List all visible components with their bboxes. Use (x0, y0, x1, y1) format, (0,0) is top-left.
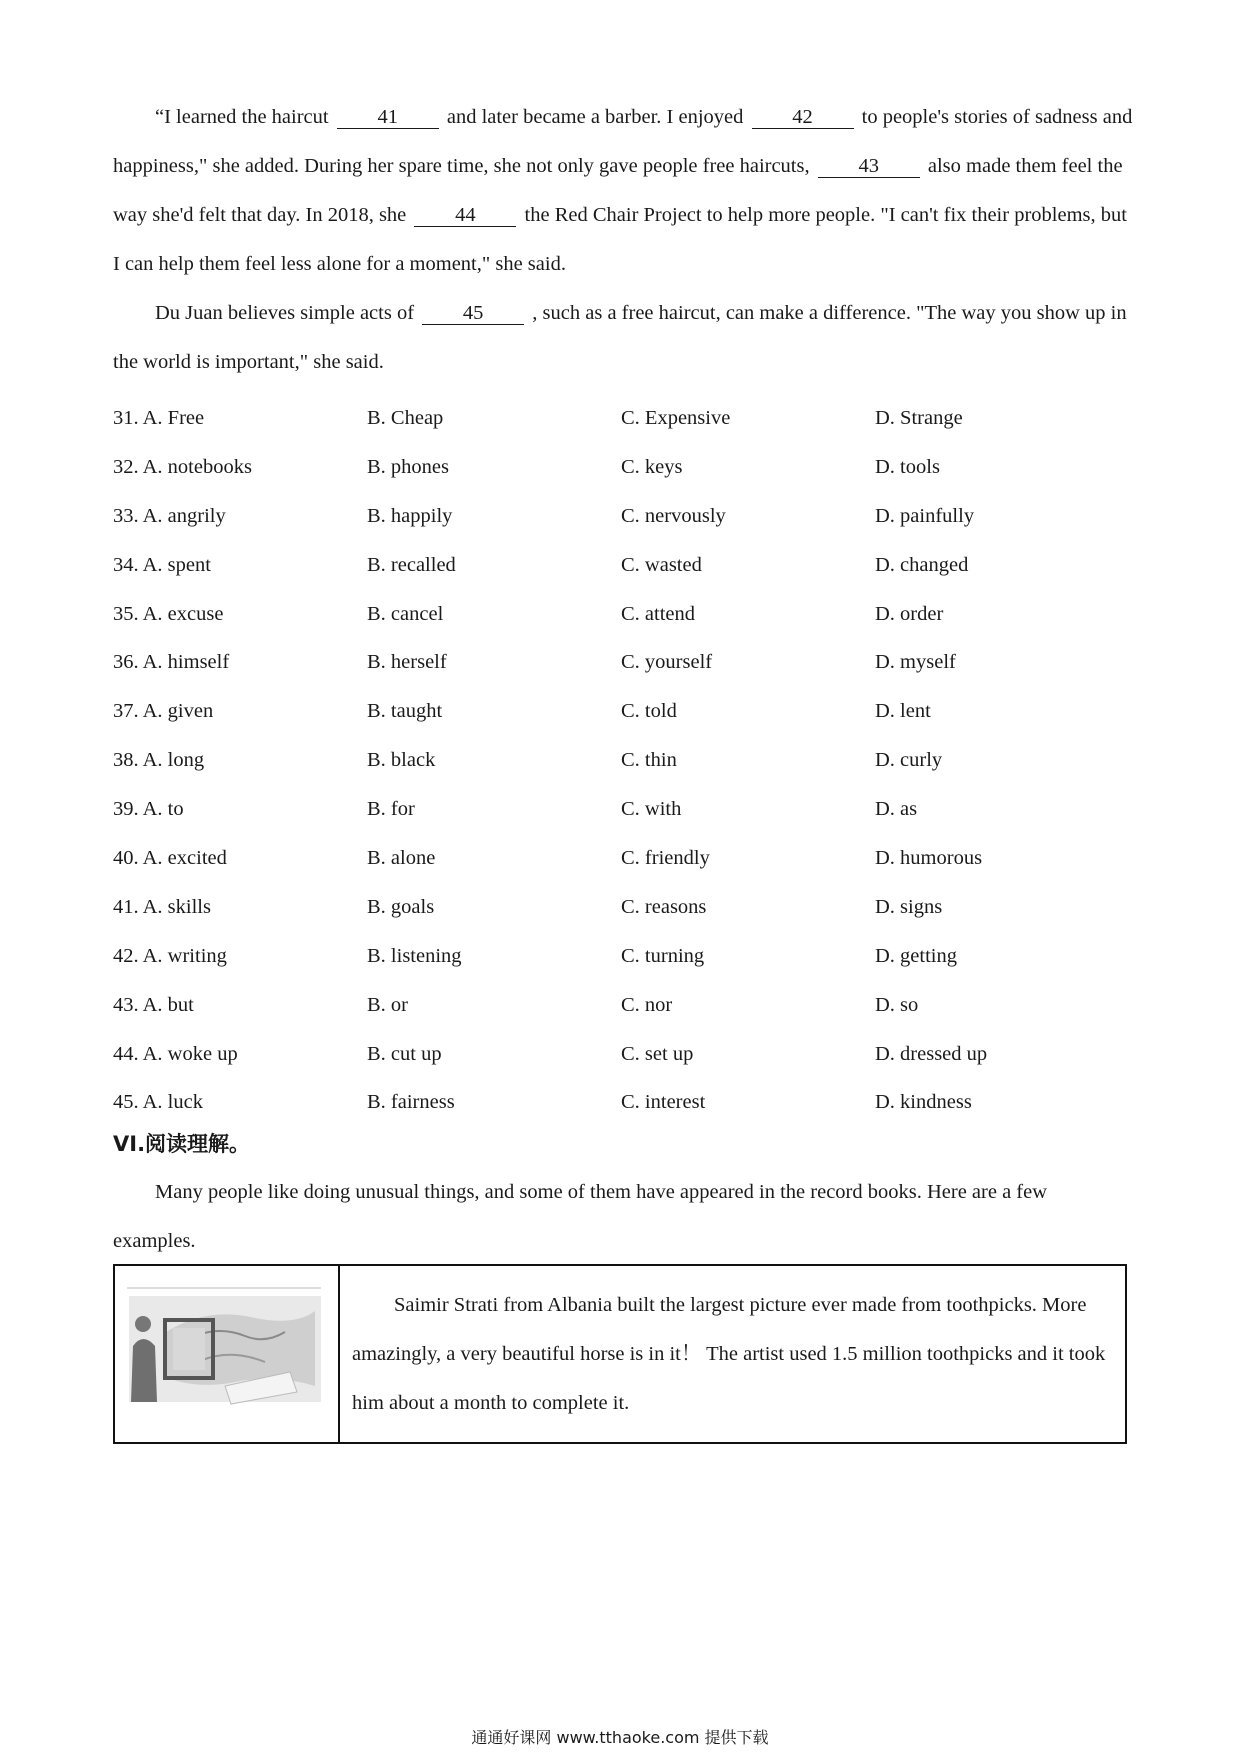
option-choice: C. reasons (621, 895, 707, 918)
option-choice: B. listening (367, 944, 462, 967)
option-choice: B. Cheap (367, 407, 444, 429)
option-choice: 39. A. to (113, 798, 184, 821)
option-row (113, 834, 1133, 883)
answer-options (113, 394, 1133, 1127)
option-row (113, 541, 1133, 590)
option-choice: D. humorous (875, 847, 983, 870)
option-choice: C. friendly (621, 847, 710, 870)
option-choice: C. nor (621, 993, 673, 1016)
passage-paragraph-1: “I learned the haircut 41 and later became a barber. I enjoyed 42 to people's stories of sadness and happiness," she added. During her spare time, she not only gave people free haircuts, 43 also made them feel the way she'd felt that day. In 2018, she 44 the Red Chair Project to help more people. "I can't fix their problems, but I can help them feel less alone for a moment," she said. (113, 106, 1133, 275)
option-choice: D. curly (875, 749, 943, 772)
record-text: Saimir Strati from Albania built the largest picture ever made from toothpicks. More amazingly, a very beautiful horse is in it！ The artist used 1.5 million toothpicks and it took him about a month to complete it. (352, 1294, 1106, 1414)
option-choice: B. herself (367, 651, 447, 674)
blank-44: 44 (414, 204, 516, 227)
option-choice: C. Expensive (621, 407, 731, 429)
option-choice: 32. A. notebooks (113, 455, 252, 478)
option-choice: D. lent (875, 700, 931, 723)
footer-watermark: 通通好课网 www.tthaoke.com 提供下载 (471, 1728, 769, 1747)
option-choice: B. cut up (367, 1042, 442, 1065)
option-choice: B. alone (367, 847, 436, 870)
option-row (113, 1078, 1133, 1127)
option-choice: C. turning (621, 944, 705, 967)
option-choice: D. getting (875, 944, 957, 967)
blank-42: 42 (752, 106, 854, 129)
option-choice: B. happily (367, 504, 453, 527)
option-choice: C. wasted (621, 553, 702, 576)
section-title: VI.阅读理解。 (113, 1132, 251, 1156)
option-row (113, 1030, 1133, 1079)
option-choice: D. tools (875, 455, 940, 478)
option-choice: C. yourself (621, 651, 713, 674)
option-choice: D. dressed up (875, 1042, 988, 1065)
option-row (113, 492, 1133, 541)
option-row (113, 981, 1133, 1030)
option-row (113, 638, 1133, 687)
option-choice: D. painfully (875, 504, 975, 527)
option-choice: C. told (621, 700, 677, 723)
blank-45: 45 (422, 302, 524, 325)
record-image-cell (115, 1266, 340, 1442)
option-row (113, 687, 1133, 736)
option-choice: 38. A. long (113, 749, 205, 772)
option-choice: B. for (367, 798, 415, 821)
option-choice: 44. A. woke up (113, 1042, 238, 1065)
option-choice: B. recalled (367, 553, 456, 576)
option-choice: 31. A. Free (113, 407, 205, 429)
option-choice: 36. A. himself (113, 651, 230, 674)
option-row (113, 785, 1133, 834)
option-choice: D. so (875, 993, 919, 1016)
option-choice: C. interest (621, 1091, 706, 1114)
option-choice: D. Strange (875, 407, 963, 429)
option-row (113, 443, 1133, 492)
option-choice: 33. A. angrily (113, 504, 226, 527)
option-choice: C. attend (621, 602, 696, 625)
toothpick-picture-image (115, 1266, 335, 1441)
option-choice: D. signs (875, 895, 943, 918)
record-box (113, 1264, 1127, 1444)
option-row (113, 883, 1133, 932)
option-choice: 35. A. excuse (113, 602, 224, 625)
option-choice: B. fairness (367, 1091, 455, 1114)
option-choice: 45. A. luck (113, 1091, 203, 1114)
option-choice: B. cancel (367, 602, 444, 625)
option-choice: C. nervously (621, 504, 726, 527)
option-choice: 43. A. but (113, 993, 194, 1016)
option-row (113, 932, 1133, 981)
blank-43: 43 (818, 155, 920, 178)
option-choice: B. black (367, 749, 436, 772)
option-choice: C. thin (621, 749, 677, 772)
option-choice: B. taught (367, 700, 443, 723)
option-choice: B. phones (367, 455, 449, 478)
option-choice: 42. A. writing (113, 944, 227, 967)
option-choice: D. myself (875, 651, 956, 674)
option-choice: 40. A. excited (113, 847, 227, 870)
option-row (113, 736, 1133, 785)
blank-41: 41 (337, 106, 439, 129)
passage-paragraph-2: Du Juan believes simple acts of 45 , such as a free haircut, can make a difference. "The way you show up in the world is important," she said. (113, 302, 1127, 373)
option-choice: D. kindness (875, 1091, 972, 1114)
option-choice: D. changed (875, 553, 969, 576)
option-row (113, 394, 1133, 443)
option-choice: B. or (367, 993, 408, 1016)
option-row (113, 590, 1133, 639)
option-choice: B. goals (367, 895, 435, 918)
option-choice: C. set up (621, 1042, 694, 1065)
option-choice: C. keys (621, 455, 683, 478)
option-choice: D. as (875, 798, 918, 821)
section-intro: Many people like doing unusual things, and some of them have appeared in the record books. Here are a few examples. (113, 1181, 1048, 1252)
option-choice: 37. A. given (113, 700, 214, 723)
option-choice: D. order (875, 602, 944, 625)
option-choice: 41. A. skills (113, 895, 211, 918)
option-choice: 34. A. spent (113, 553, 211, 576)
option-choice: C. with (621, 798, 682, 821)
